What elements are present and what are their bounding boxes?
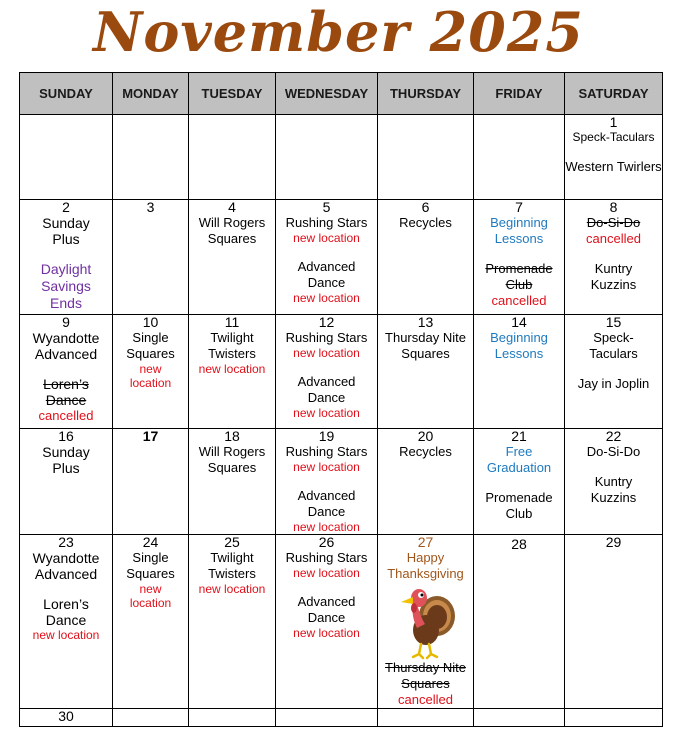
thanksgiving-note: Happy Thanksgiving xyxy=(387,550,464,581)
new-location-note: new location xyxy=(293,406,360,420)
new-location-note: new location xyxy=(293,460,360,474)
weekday-friday: FRIDAY xyxy=(474,73,565,115)
day-number: 5 xyxy=(322,199,331,215)
week-row xyxy=(20,115,663,200)
day-number: 12 xyxy=(318,314,335,330)
turkey-icon xyxy=(395,584,457,660)
day-cell-26 xyxy=(276,535,378,709)
day-number: 23 xyxy=(58,534,74,550)
day-number: 21 xyxy=(511,428,527,444)
day-number: 4 xyxy=(228,199,236,215)
day-number: 29 xyxy=(605,534,622,550)
weekday-header-row xyxy=(20,73,663,115)
weekday-tuesday: TUESDAY xyxy=(189,73,276,115)
graduation-event: Free Graduation xyxy=(486,444,552,475)
event: Sunday Plus xyxy=(42,444,90,476)
day-number: 9 xyxy=(62,314,70,330)
cancelled-note: cancelled xyxy=(38,408,94,423)
day-cell-30 xyxy=(20,709,113,727)
new-location-note: new location xyxy=(293,520,360,534)
day-cell-4 xyxy=(189,200,276,315)
day-number: 18 xyxy=(224,428,240,444)
event: Speck-Taculars xyxy=(589,330,638,361)
new-location-note: new location xyxy=(198,362,266,376)
event: Single Squares xyxy=(126,550,175,581)
empty-cell xyxy=(113,115,189,200)
empty-cell xyxy=(276,709,378,727)
calendar-title: November 2025 xyxy=(93,0,584,64)
empty-cell xyxy=(276,115,378,200)
lessons-event: Beginning Lessons xyxy=(490,215,548,246)
week-row xyxy=(20,429,663,535)
day-cell-17 xyxy=(113,429,189,535)
empty-cell xyxy=(378,709,474,727)
day-number: 1 xyxy=(609,114,618,130)
day-cell-20 xyxy=(378,429,474,535)
cancelled-event: Loren’s Dance xyxy=(43,376,89,408)
new-location-note: new location xyxy=(293,346,360,360)
lessons-event: Beginning Lessons xyxy=(490,330,548,361)
day-cell-5 xyxy=(276,200,378,315)
cancelled-event: Promenade Club xyxy=(485,261,553,292)
new-location-note: new location xyxy=(293,231,360,245)
day-number: 7 xyxy=(515,199,523,215)
day-number: 17 xyxy=(142,428,159,444)
new-location-note: new location xyxy=(293,291,360,305)
weekday-wednesday: WEDNESDAY xyxy=(276,73,378,115)
day-number: 20 xyxy=(417,428,434,444)
day-number: 24 xyxy=(142,534,159,550)
day-cell-8 xyxy=(565,200,663,315)
calendar-grid xyxy=(19,72,663,727)
daylight-savings-note: Daylight Savings Ends xyxy=(40,261,92,311)
day-cell-13 xyxy=(378,315,474,429)
event: Advanced Dance xyxy=(297,594,356,625)
new-location-note: new location xyxy=(129,582,172,610)
day-number: 10 xyxy=(142,314,159,330)
day-cell-28 xyxy=(474,535,565,709)
day-cell-23 xyxy=(20,535,113,709)
day-number: 26 xyxy=(318,534,335,550)
new-location-note: new location xyxy=(129,362,172,390)
week-row xyxy=(20,315,663,429)
day-number: 14 xyxy=(511,314,527,330)
cancelled-event: Thursday Nite Squares xyxy=(385,660,466,691)
day-cell-25 xyxy=(189,535,276,709)
event: Recycles xyxy=(399,215,452,230)
event: Wyandotte Advanced xyxy=(32,330,100,362)
event: Twilight Twisters xyxy=(208,330,256,361)
day-cell-10 xyxy=(113,315,189,429)
event: Advanced Dance xyxy=(297,488,356,519)
week-row xyxy=(20,709,663,727)
empty-cell xyxy=(20,115,113,200)
day-number: 15 xyxy=(605,314,622,330)
event: Kuntry Kuzzins xyxy=(590,261,637,292)
day-cell-6 xyxy=(378,200,474,315)
day-cell-7 xyxy=(474,200,565,315)
event: Advanced Dance xyxy=(297,259,356,290)
event: Advanced Dance xyxy=(297,374,356,405)
event: Kuntry Kuzzins xyxy=(590,474,637,505)
event: Promenade Club xyxy=(485,490,553,521)
empty-cell xyxy=(378,115,474,200)
weekday-thursday: THURSDAY xyxy=(378,73,474,115)
day-cell-27 xyxy=(378,535,474,709)
week-row xyxy=(20,200,663,315)
day-cell-22 xyxy=(565,429,663,535)
day-number: 3 xyxy=(146,199,155,215)
day-number: 2 xyxy=(62,199,70,215)
day-number: 25 xyxy=(224,534,240,550)
event: Will Rogers Squares xyxy=(198,215,266,246)
day-cell-24 xyxy=(113,535,189,709)
cancelled-note: cancelled xyxy=(491,293,547,308)
day-number: 16 xyxy=(58,428,74,444)
day-number: 19 xyxy=(318,428,335,444)
day-cell-16 xyxy=(20,429,113,535)
event: Rushing Stars xyxy=(285,215,368,230)
day-cell-2 xyxy=(20,200,113,315)
day-cell-18 xyxy=(189,429,276,535)
event: Jay in Joplin xyxy=(577,376,650,391)
event: Will Rogers Squares xyxy=(198,444,266,475)
event: Speck-Taculars xyxy=(572,130,655,144)
day-number: 8 xyxy=(609,199,618,215)
day-number: 30 xyxy=(58,708,74,724)
event: Wyandotte Advanced xyxy=(32,550,100,582)
day-number: 13 xyxy=(417,314,434,330)
day-cell-19 xyxy=(276,429,378,535)
day-cell-15 xyxy=(565,315,663,429)
day-cell-11 xyxy=(189,315,276,429)
new-location-note: new location xyxy=(198,582,266,596)
day-number: 28 xyxy=(511,536,527,552)
empty-cell xyxy=(474,709,565,727)
week-row xyxy=(20,535,663,709)
event: Twilight Twisters xyxy=(208,550,256,581)
event: Rushing Stars xyxy=(285,330,368,345)
weekday-saturday: SATURDAY xyxy=(565,73,663,115)
day-cell-12 xyxy=(276,315,378,429)
day-cell-3 xyxy=(113,200,189,315)
new-location-note: new location xyxy=(293,566,360,580)
empty-cell xyxy=(189,709,276,727)
empty-cell xyxy=(474,115,565,200)
weekday-monday: MONDAY xyxy=(113,73,189,115)
event: Do-Si-Do xyxy=(586,444,641,459)
event: Western Twirlers xyxy=(565,159,662,174)
day-number: 27 xyxy=(417,534,434,550)
event: Loren’s Dance xyxy=(43,596,89,628)
event: Thursday Nite Squares xyxy=(385,330,466,361)
new-location-note: new location xyxy=(32,628,100,642)
weekday-sunday: SUNDAY xyxy=(20,73,113,115)
empty-cell xyxy=(565,709,663,727)
day-number: 11 xyxy=(224,314,240,330)
event: Rushing Stars xyxy=(285,444,368,459)
day-cell-1 xyxy=(565,115,663,200)
event: Sunday Plus xyxy=(42,215,90,247)
cancelled-note: cancelled xyxy=(586,231,641,246)
event: Recycles xyxy=(399,444,452,459)
new-location-note: new location xyxy=(293,626,360,640)
event: Rushing Stars xyxy=(285,550,368,565)
cancelled-note: cancelled xyxy=(398,692,453,707)
day-number: 22 xyxy=(605,428,622,444)
day-number: 6 xyxy=(421,199,430,215)
cancelled-event: Do-Si-Do xyxy=(586,215,641,230)
day-cell-14 xyxy=(474,315,565,429)
event: Single Squares xyxy=(126,330,175,361)
day-cell-29 xyxy=(565,535,663,709)
empty-cell xyxy=(189,115,276,200)
day-cell-9 xyxy=(20,315,113,429)
day-cell-21 xyxy=(474,429,565,535)
empty-cell xyxy=(113,709,189,727)
